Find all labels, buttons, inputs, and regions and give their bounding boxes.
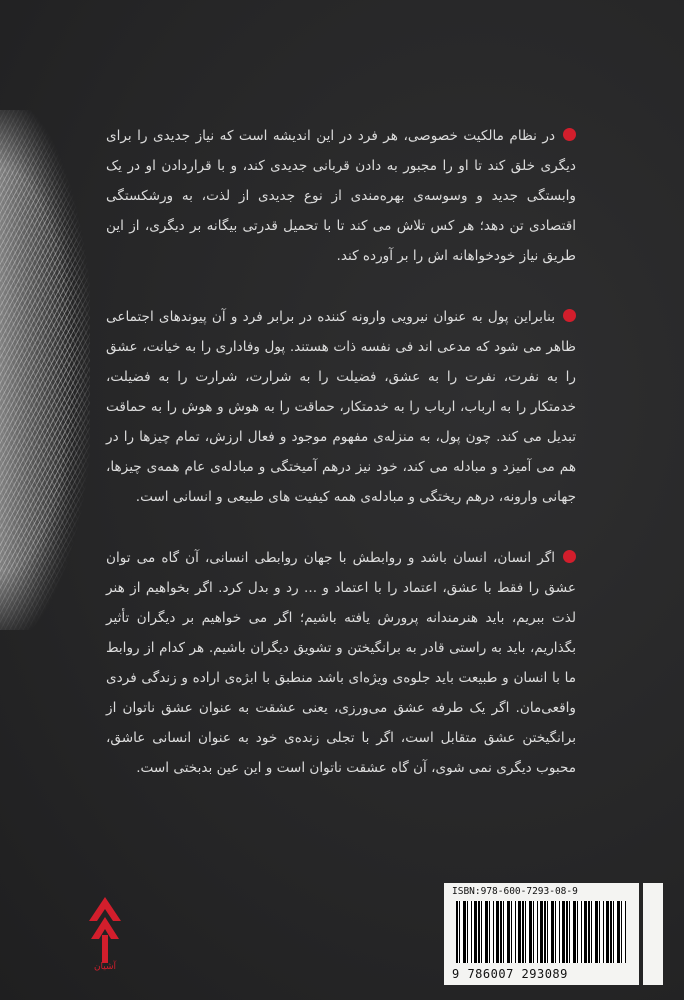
quote-paragraph-1 <box>106 121 576 271</box>
barcode-label <box>444 883 639 985</box>
publisher-name: آشیان <box>93 962 117 972</box>
quote-text-3: اگر انسان، انسان باشد و روابطش با جهان روابطی انسانی، آن گاه می توان عشق را فقط با عشق، اعتماد را با اعتماد و ... رد و بدل کرد. اگر بخواهیم از هنر لذت ببریم، باید هنرمندانه پرورش یافته باشیم؛ اگر می خواهیم بر دیگران تأثیر بگذاریم، باید به راستی قادر به برانگیختن و تشویق دیگران باشیم. هر کدام از روابط ما با انسان و طبیعت باید جلوه‌ی ویژه‌ای باشد منطبق با ابژه‌ی اراده و زندگی فردی واقعی‌مان. اگر یک طرفه عشق می‌ورزی، یعنی عشقت به عنوان عشق ناتوان از برانگیختن عشق متقابل است، اگر با تجلی زنده‌ی خود به عنوان انسانی عاشق، محبوب دیگری نمی شوی، آن گاه عشقت ناتوان است و این عین بدبختی است. <box>106 550 576 776</box>
barcode-digits: 9 786007 293089 <box>452 967 568 981</box>
price-sticker <box>643 883 663 985</box>
barcode-image <box>456 901 626 963</box>
fabric-texture-image <box>0 110 90 630</box>
bullet-icon <box>563 309 576 322</box>
quote-text-1: در نظام مالکیت خصوصی، هر فرد در این اندیشه است که نیاز جدیدی را برای دیگری خلق کند تا او را مجبور به دادن قربانی جدیدی کند، و با قراردادن او در یک وابستگی جدید و وسوسه‌ی بهره‌مندی از نوع جدیدی از لذت، به ورشکستگی اقتصادی تن دهد؛ هر کس تلاش می کند تا با تحمیل قدرتی بیگانه بر دیگری، از این طریق نیاز خودخواهانه اش را بر آورده کند. <box>106 128 576 264</box>
quote-text-2: بنابراین پول به عنوان نیرویی وارونه کننده در برابر فرد و آن پیوندهای اجتماعی ظاهر می شود که مدعی اند فی نفسه ذات هستند. پول وفاداری را به خیانت، عشق را به نفرت، نفرت را به عشق، فضیلت را به شرارت، شرارت را به فضیلت، خدمتکار را به ارباب، ارباب را به خدمتکار، حماقت را به هوش و هوش را به حماقت تبدیل می کند. چون پول، به منزله‌ی مفهوم موجود و فعال ارزش، تمام چیزها را در هم می آمیزد و مبادله می کند، خود نیز درهم آمیختگی و مبادله‌ی عام همه‌ی چیزها، جهانی وارونه، درهم ریختگی و مبادله‌ی همه کیفیت های طبیعی و انسانی است. <box>106 309 576 505</box>
quote-paragraph-3 <box>106 543 576 783</box>
bullet-icon <box>563 128 576 141</box>
bullet-icon <box>563 550 576 563</box>
isbn-number: ISBN:978-600-7293-08-9 <box>452 886 578 897</box>
quote-paragraph-2 <box>106 302 576 512</box>
